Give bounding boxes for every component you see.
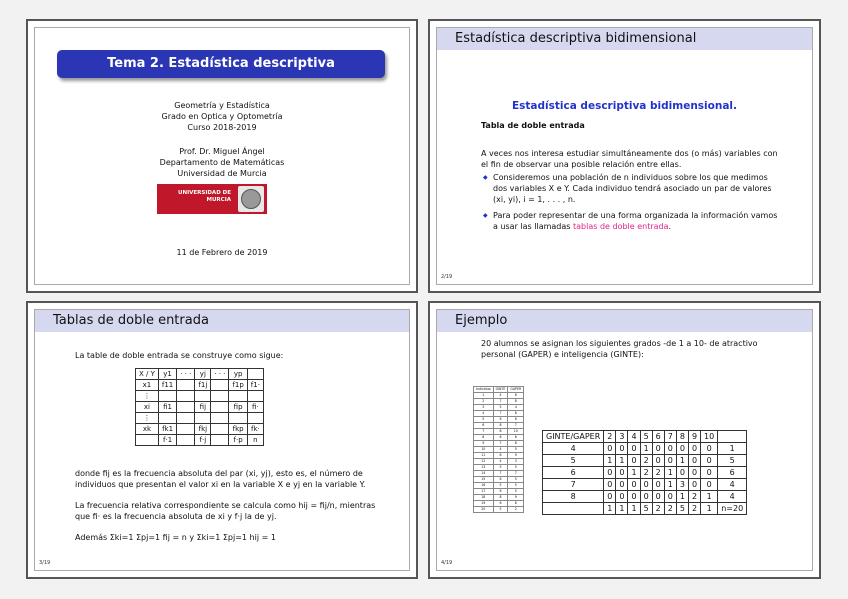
gg-cell: 0 <box>604 479 616 491</box>
university-logo <box>157 184 267 214</box>
slide-1 <box>34 27 410 285</box>
dt-cell: · · · <box>211 369 229 380</box>
dt-cell: fip <box>229 402 247 413</box>
raw-cell: 7 <box>493 441 508 447</box>
raw-cell: 5 <box>508 465 524 471</box>
dt-cell <box>177 391 195 402</box>
raw-cell: 5 <box>493 483 508 489</box>
raw-cell: 9 <box>508 495 524 501</box>
gg-cell: 2 <box>604 431 616 443</box>
gg-row <box>543 503 747 515</box>
dt-cell <box>247 391 263 402</box>
gg-cell: 6 <box>718 467 747 479</box>
gg-cell: 0 <box>676 443 688 455</box>
slide-2-title: Estadística descriptiva bidimensional. <box>511 100 738 112</box>
gg-cell: 4 <box>628 431 640 443</box>
raw-row <box>474 507 524 513</box>
gg-cell: 1 <box>628 467 640 479</box>
slide-3-p1: donde fij es la frecuencia absoluta del par (xi, yj), esto es, el número de individuos que presentan el valor xi en la variable X e yj en la variable Y. <box>75 469 366 489</box>
gg-cell: 0 <box>701 479 718 491</box>
gg-cell: 1 <box>640 443 652 455</box>
raw-cell: 5 <box>508 483 524 489</box>
gg-cell: 4 <box>718 479 747 491</box>
slide-frame-2[interactable] <box>428 19 821 293</box>
gg-cell: 4 <box>543 443 604 455</box>
dt-cell <box>177 435 195 446</box>
gg-cell: 0 <box>604 491 616 503</box>
slide-4-intro: 20 alumnos se asignan los siguientes grados -de 1 a 10- de atractivo personal (GAPER) e inteligencia (GINTE): <box>481 339 758 359</box>
raw-cell: 6 <box>493 477 508 483</box>
gg-cell: 7 <box>543 479 604 491</box>
raw-cell: 14 <box>474 471 494 477</box>
raw-cell: 17 <box>474 489 494 495</box>
gg-cell: 0 <box>688 455 700 467</box>
raw-cell: 2 <box>474 399 494 405</box>
gg-cell: 0 <box>628 491 640 503</box>
raw-cell: 7 <box>493 471 508 477</box>
dt-cell: f11 <box>158 380 176 391</box>
gg-cell: 3 <box>676 479 688 491</box>
gg-cell: 0 <box>652 491 664 503</box>
gg-cell: 0 <box>616 467 628 479</box>
double-entry-table <box>135 368 264 446</box>
slide-2-subtitle: Tabla de doble entrada <box>481 121 585 130</box>
dt-cell: x1 <box>136 380 159 391</box>
gg-cell: 0 <box>652 455 664 467</box>
raw-cell: 5 <box>493 405 508 411</box>
raw-cell: 10 <box>508 429 524 435</box>
raw-header-cell: GINTE <box>493 387 508 393</box>
raw-cell: 6 <box>508 393 524 399</box>
bullet-2-link[interactable]: tablas de doble entrada <box>573 222 669 231</box>
gg-cell: n=20 <box>718 503 747 515</box>
slide-frame-1[interactable] <box>26 19 418 293</box>
subject-text: Geometría y Estadística <box>174 101 270 110</box>
gg-cell: 2 <box>664 503 676 515</box>
dt-cell: ⋮ <box>136 413 159 424</box>
gg-cell: 2 <box>688 503 700 515</box>
gg-cell: 1 <box>718 443 747 455</box>
raw-cell: 4 <box>474 411 494 417</box>
dt-cell: fi1 <box>158 402 176 413</box>
gg-cell: 1 <box>616 503 628 515</box>
raw-cell: 20 <box>474 507 494 513</box>
dt-cell: f·1 <box>158 435 176 446</box>
gg-cell: GINTE/GAPER <box>543 431 604 443</box>
gg-cell: 0 <box>701 467 718 479</box>
gg-cell: 2 <box>640 467 652 479</box>
dt-row <box>136 435 264 446</box>
dt-cell <box>211 413 229 424</box>
raw-header-row <box>474 387 524 393</box>
raw-cell: 6 <box>508 501 524 507</box>
raw-cell: 5 <box>493 465 508 471</box>
gg-cell: 1 <box>676 491 688 503</box>
gg-cell: 8 <box>543 491 604 503</box>
gg-cell: 0 <box>701 455 718 467</box>
univ-text: Universidad de Murcia <box>177 169 267 178</box>
slide-3 <box>34 309 410 571</box>
dt-cell <box>211 380 229 391</box>
dt-cell <box>211 435 229 446</box>
dt-row <box>136 369 264 380</box>
gg-cell: 5 <box>676 503 688 515</box>
raw-cell: 8 <box>508 441 524 447</box>
dept-text: Departamento de Matemáticas <box>159 158 285 167</box>
raw-cell: 6 <box>508 435 524 441</box>
raw-cell: 8 <box>493 423 508 429</box>
dt-cell: fkj <box>195 424 211 435</box>
gg-cell: 9 <box>688 431 700 443</box>
dt-row <box>136 402 264 413</box>
raw-cell: 8 <box>493 453 508 459</box>
gg-cell: 0 <box>640 491 652 503</box>
gg-cell: 0 <box>604 467 616 479</box>
dt-cell: ⋮ <box>136 391 159 402</box>
raw-cell: 6 <box>493 489 508 495</box>
raw-cell: 1 <box>474 393 494 399</box>
raw-cell: 8 <box>508 411 524 417</box>
gg-cell: 0 <box>628 479 640 491</box>
raw-cell: 5 <box>508 477 524 483</box>
gg-cell: 0 <box>616 479 628 491</box>
dt-row <box>136 413 264 424</box>
gg-cell: 0 <box>640 479 652 491</box>
raw-cell: 5 <box>508 489 524 495</box>
raw-cell: 8 <box>493 429 508 435</box>
dt-row <box>136 380 264 391</box>
gg-cell: 2 <box>640 455 652 467</box>
gg-cell: 5 <box>718 455 747 467</box>
slide-frame-4[interactable] <box>428 301 821 579</box>
raw-cell: 7 <box>508 471 524 477</box>
dt-cell: f·j <box>195 435 211 446</box>
gg-row <box>543 443 747 455</box>
gg-cell: 0 <box>604 443 616 455</box>
gg-cell: 10 <box>701 431 718 443</box>
raw-cell: 13 <box>474 465 494 471</box>
gg-cell <box>718 431 747 443</box>
gg-cell: 0 <box>664 491 676 503</box>
raw-cell: 6 <box>474 423 494 429</box>
dt-cell <box>158 391 176 402</box>
page-number: 3/19 <box>39 560 51 566</box>
slide-2-header: Estadística descriptiva bidimensional <box>437 28 812 50</box>
gg-cell: 0 <box>664 455 676 467</box>
raw-cell: 5 <box>474 417 494 423</box>
bullet-1-text: Consideremos una población de n individuos sobre los que medimos dos variables X e Y. Cada individuo tendrá asociado un par de valores (xi, yi), i = 1, . . . , n. <box>493 173 772 204</box>
dt-cell <box>211 391 229 402</box>
raw-data-table <box>473 386 524 513</box>
gg-cell: 0 <box>676 467 688 479</box>
gg-cell: 1 <box>701 491 718 503</box>
page-number: 4/19 <box>441 560 453 566</box>
dt-cell <box>158 413 176 424</box>
raw-cell: 3 <box>474 405 494 411</box>
dt-cell <box>177 413 195 424</box>
raw-cell: 9 <box>474 441 494 447</box>
gg-cell: 1 <box>628 503 640 515</box>
gg-cell: 8 <box>676 431 688 443</box>
raw-cell: 8 <box>508 399 524 405</box>
gg-cell: 1 <box>664 467 676 479</box>
gg-cell: 0 <box>652 443 664 455</box>
dt-cell: xi <box>136 402 159 413</box>
raw-cell: 6 <box>493 435 508 441</box>
gg-cell: 0 <box>688 443 700 455</box>
course-text: Curso 2018-2019 <box>187 123 257 132</box>
gg-cell: 0 <box>688 479 700 491</box>
gg-row <box>543 431 747 443</box>
gg-cell: 0 <box>616 443 628 455</box>
logo-line-2: MURCIA <box>206 197 231 203</box>
raw-cell: 6 <box>493 501 508 507</box>
dt-cell: xk <box>136 424 159 435</box>
gg-cell: 2 <box>652 503 664 515</box>
raw-cell: 7 <box>493 411 508 417</box>
slide-4 <box>436 309 813 571</box>
gg-row <box>543 479 747 491</box>
dt-cell: fij <box>195 402 211 413</box>
slide-3-header: Tablas de doble entrada <box>35 310 409 332</box>
raw-header-cell: Individuo <box>474 387 494 393</box>
raw-cell: 7 <box>493 399 508 405</box>
frequency-table <box>542 430 747 515</box>
logo-line-1: UNIVERSIDAD DE <box>178 190 231 196</box>
date-text: 11 de Febrero de 2019 <box>176 248 268 257</box>
slide-1-title: Tema 2. Estadística descriptiva bidimensional <box>57 50 385 78</box>
raw-cell: 2 <box>508 507 524 513</box>
gg-cell: 3 <box>616 431 628 443</box>
degree-text: Grado en Optica y Optometría <box>161 112 283 121</box>
dt-cell: · · · <box>177 369 195 380</box>
gg-cell: 5 <box>543 455 604 467</box>
dt-cell <box>195 413 211 424</box>
raw-cell: 6 <box>493 417 508 423</box>
dt-cell <box>136 435 159 446</box>
raw-cell: 5 <box>508 447 524 453</box>
dt-cell: fkp <box>229 424 247 435</box>
dt-cell: yp <box>229 369 247 380</box>
dt-cell: fk· <box>247 424 263 435</box>
dt-cell: fk1 <box>158 424 176 435</box>
slide-2-intro: A veces nos interesa estudiar simultáneamente dos (o más) variables con el fin de observar una posible relación entre ellas. <box>481 149 778 169</box>
bullet-2-text: Para poder representar de una forma organizada la información vamos a usar las llamadas <box>493 211 778 231</box>
dt-row <box>136 424 264 435</box>
dt-cell <box>177 380 195 391</box>
dt-cell <box>247 369 263 380</box>
dt-cell: fi· <box>247 402 263 413</box>
raw-header-cell: GAPER <box>508 387 524 393</box>
dt-cell: f·p <box>229 435 247 446</box>
dt-cell: y1 <box>158 369 176 380</box>
dt-cell: yj <box>195 369 211 380</box>
raw-cell: 7 <box>508 423 524 429</box>
gg-cell: 6 <box>543 467 604 479</box>
dt-cell: X / Y <box>136 369 159 380</box>
slide-frame-3[interactable] <box>26 301 418 579</box>
raw-cell: 5 <box>493 507 508 513</box>
dt-cell <box>177 424 195 435</box>
gg-cell: 0 <box>616 491 628 503</box>
slide-2-bullet-1 <box>481 172 781 205</box>
raw-cell: 15 <box>474 477 494 483</box>
bullet-icon: ◆ <box>483 212 488 219</box>
dt-cell <box>177 402 195 413</box>
gg-row <box>543 491 747 503</box>
gg-cell <box>543 503 604 515</box>
raw-cell: 16 <box>474 483 494 489</box>
page-number: 2/19 <box>441 274 453 280</box>
gg-cell: 4 <box>718 491 747 503</box>
gg-cell: 1 <box>676 455 688 467</box>
bullet-icon: ◆ <box>483 174 488 181</box>
gg-cell: 0 <box>628 455 640 467</box>
gg-cell: 0 <box>652 479 664 491</box>
raw-cell: 3 <box>508 459 524 465</box>
dt-cell <box>229 413 247 424</box>
gg-cell: 0 <box>688 467 700 479</box>
prof-text: Prof. Dr. Miguel Ángel <box>179 147 265 156</box>
dt-cell: n <box>247 435 263 446</box>
raw-cell: 18 <box>474 495 494 501</box>
gg-cell: 1 <box>604 503 616 515</box>
dt-cell: f1j <box>195 380 211 391</box>
raw-cell: 6 <box>508 417 524 423</box>
dt-cell: f1p <box>229 380 247 391</box>
gg-cell: 5 <box>640 503 652 515</box>
gg-cell: 1 <box>604 455 616 467</box>
gg-cell: 2 <box>652 467 664 479</box>
slide-2-bullet-2 <box>481 210 781 232</box>
seal-icon <box>238 186 264 212</box>
raw-cell: 9 <box>508 453 524 459</box>
gg-cell: 1 <box>701 503 718 515</box>
gg-cell: 1 <box>664 479 676 491</box>
raw-cell: 8 <box>493 495 508 501</box>
gg-cell: 1 <box>616 455 628 467</box>
dt-cell <box>195 391 211 402</box>
dt-cell <box>247 413 263 424</box>
gg-cell: 5 <box>640 431 652 443</box>
slide-4-header: Ejemplo <box>437 310 812 332</box>
gg-cell: 2 <box>688 491 700 503</box>
gg-row <box>543 455 747 467</box>
raw-cell: 19 <box>474 501 494 507</box>
raw-cell: 4 <box>493 459 508 465</box>
gg-cell: 6 <box>652 431 664 443</box>
raw-cell: 11 <box>474 453 494 459</box>
raw-cell: 10 <box>474 447 494 453</box>
bullet-2-end: . <box>668 222 672 231</box>
dt-row <box>136 391 264 402</box>
raw-cell: 12 <box>474 459 494 465</box>
dt-cell <box>211 402 229 413</box>
gg-cell: 0 <box>701 443 718 455</box>
raw-cell: 8 <box>474 435 494 441</box>
raw-cell: 7 <box>474 429 494 435</box>
gg-cell: 7 <box>664 431 676 443</box>
slide-3-p2: La frecuencia relativa correspondiente se calcula como hij = fij/n, mientras que fi· es la frecuencia absoluta de xi y f·j la de yj. <box>75 501 376 521</box>
raw-cell: 4 <box>508 405 524 411</box>
slide-2 <box>436 27 813 285</box>
slide-3-p3: Además Σki=1 Σpj=1 fij = n y Σki=1 Σpj=1 hij = 1 <box>75 533 276 542</box>
raw-cell: 4 <box>493 393 508 399</box>
dt-cell <box>211 424 229 435</box>
gg-row <box>543 467 747 479</box>
gg-cell: 0 <box>628 443 640 455</box>
raw-cell: 4 <box>493 447 508 453</box>
gg-cell: 0 <box>664 443 676 455</box>
dt-cell: f1· <box>247 380 263 391</box>
slide-3-intro: La table de doble entrada se construye como sigue: <box>75 351 284 360</box>
dt-cell <box>229 391 247 402</box>
